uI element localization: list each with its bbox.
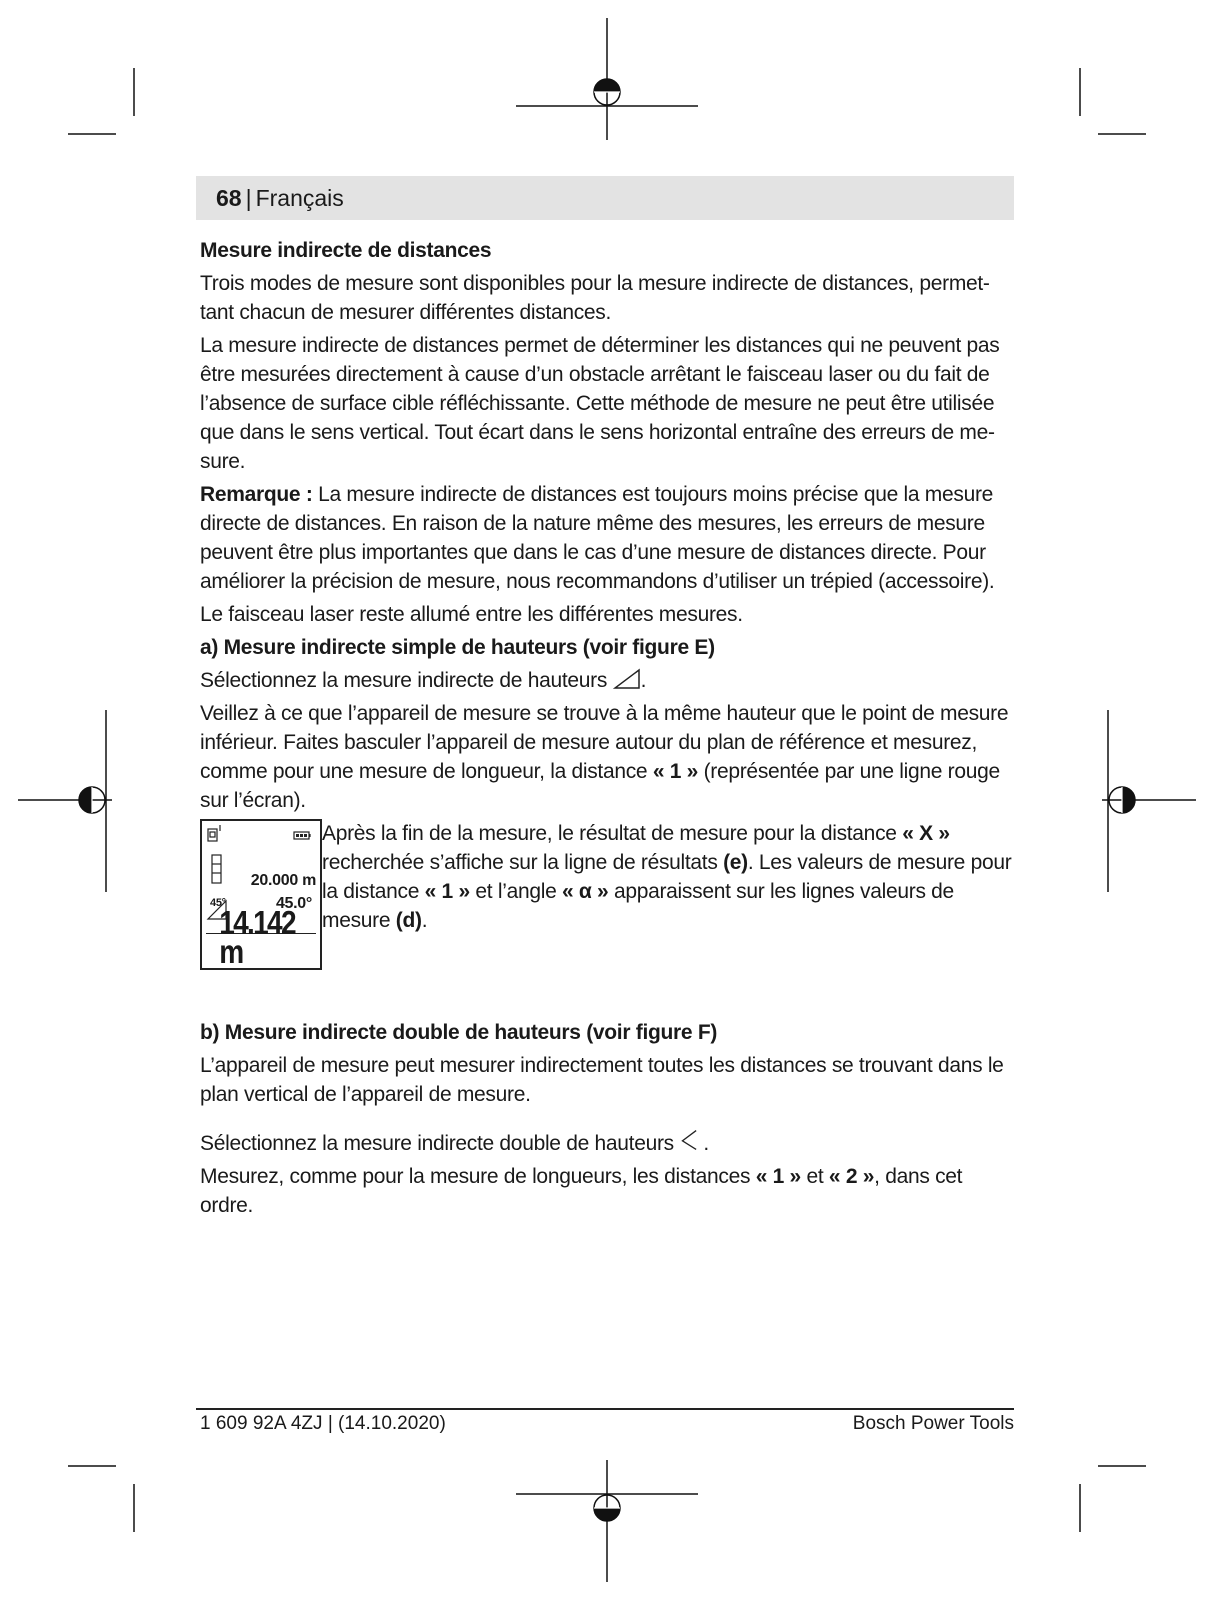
- device-icon: [212, 855, 221, 883]
- display-result: 14.142 m: [219, 904, 295, 970]
- paragraph-select-double: Sélectionnez la mesure indirecte double de hauteurs .: [200, 1127, 1016, 1158]
- simple-height-icon: [613, 668, 641, 690]
- page-content: [200, 236, 1016, 1224]
- section-title-simple-height: a) Mesure indirecte simple de hauteurs (voir figure E): [200, 636, 715, 659]
- section-title-double-height: b) Mesure indirecte double de hauteurs (voir figure F): [200, 1021, 718, 1044]
- page-header: [196, 176, 1014, 220]
- note-label: Remarque :: [200, 483, 313, 506]
- display-angle-label: 45°: [210, 897, 226, 909]
- paragraph-note: [200, 480, 1016, 596]
- paragraph-double-intro: L’appareil de mesure peut mesurer indirectement toutes les distances se trouvant dans le plan vertical de l’appareil de mesure.: [200, 1054, 1004, 1106]
- section-title-indirect: Mesure indirecte de distances: [200, 239, 492, 262]
- footer-doc-id: 1 609 92A 4ZJ | (14.10.2020): [200, 1413, 446, 1434]
- reference-icon: [208, 829, 217, 841]
- display-value-2: 45.0°: [275, 895, 312, 912]
- figure-e-row: [200, 819, 1016, 970]
- display-value-1: 20.000 m: [250, 872, 316, 889]
- page-number: 68: [216, 184, 242, 211]
- header-language: Français: [255, 184, 344, 211]
- double-height-icon: [679, 1127, 703, 1153]
- paragraph-measure-double: Mesurez, comme pour la mesure de longueurs, les distances « 1 » et « 2 », dans cet ordre.: [200, 1165, 963, 1217]
- footer-rule: [196, 1408, 1014, 1410]
- note-text: La mesure indirecte de distances est toujours moins précise que la mesure directe de distances. En raison de la nature même des mesures, les erreurs de mesure peuvent être plus importantes que dans le cas d’une mesure de distances directe. Pour améliorer la précision de mesure, nous recommandons d’utiliser un trépied (accessoire).: [200, 483, 995, 593]
- paragraph-figure-e: Après la fin de la mesure, le résultat de mesure pour la distance « X » recherchée s’affiche sur la ligne de résultats (e). Les valeurs de mesure pour la distance « 1 » et l’angle « α » apparaissent sur les lignes valeurs de mesure (d).: [322, 822, 1012, 932]
- device-display: [200, 819, 322, 970]
- paragraph-instructions-simple: Veillez à ce que l’appareil de mesure se trouve à la même hauteur que le point de mesure inférieur. Faites basculer l’appareil de mesure autour du plan de référence et mesurez, comme pour une mesure de longueur, la distance « 1 » (représentée par une ligne rouge sur l’écran).: [200, 702, 1009, 812]
- footer-brand: Bosch Power Tools: [852, 1413, 1014, 1434]
- paragraph-laser: Le faisceau laser reste allumé entre les différentes mesures.: [200, 603, 743, 626]
- paragraph-select-simple: Sélectionnez la mesure indirecte de hauteurs .: [200, 669, 647, 692]
- paragraph-description: La mesure indirecte de distances permet de déterminer les distances qui ne peuvent pas être mesurées directement à cause d’un obstacle arrêtant le faisceau laser ou du fait de l’absence de surface cible réfléchissante. Cette méthode de mesure ne peut être utilisée que dans le sens vertical. Tout écart dans le sens horizontal entraîne des erreurs de mesure.: [200, 334, 1000, 473]
- select-simple-text: Sélectionnez la mesure indirecte de hauteurs: [200, 669, 613, 692]
- header-separator: |: [245, 184, 252, 211]
- paragraph-modes: Trois modes de mesure sont disponibles pour la mesure indirecte de distances, permettant chacun de mesurer différentes distances.: [200, 272, 990, 324]
